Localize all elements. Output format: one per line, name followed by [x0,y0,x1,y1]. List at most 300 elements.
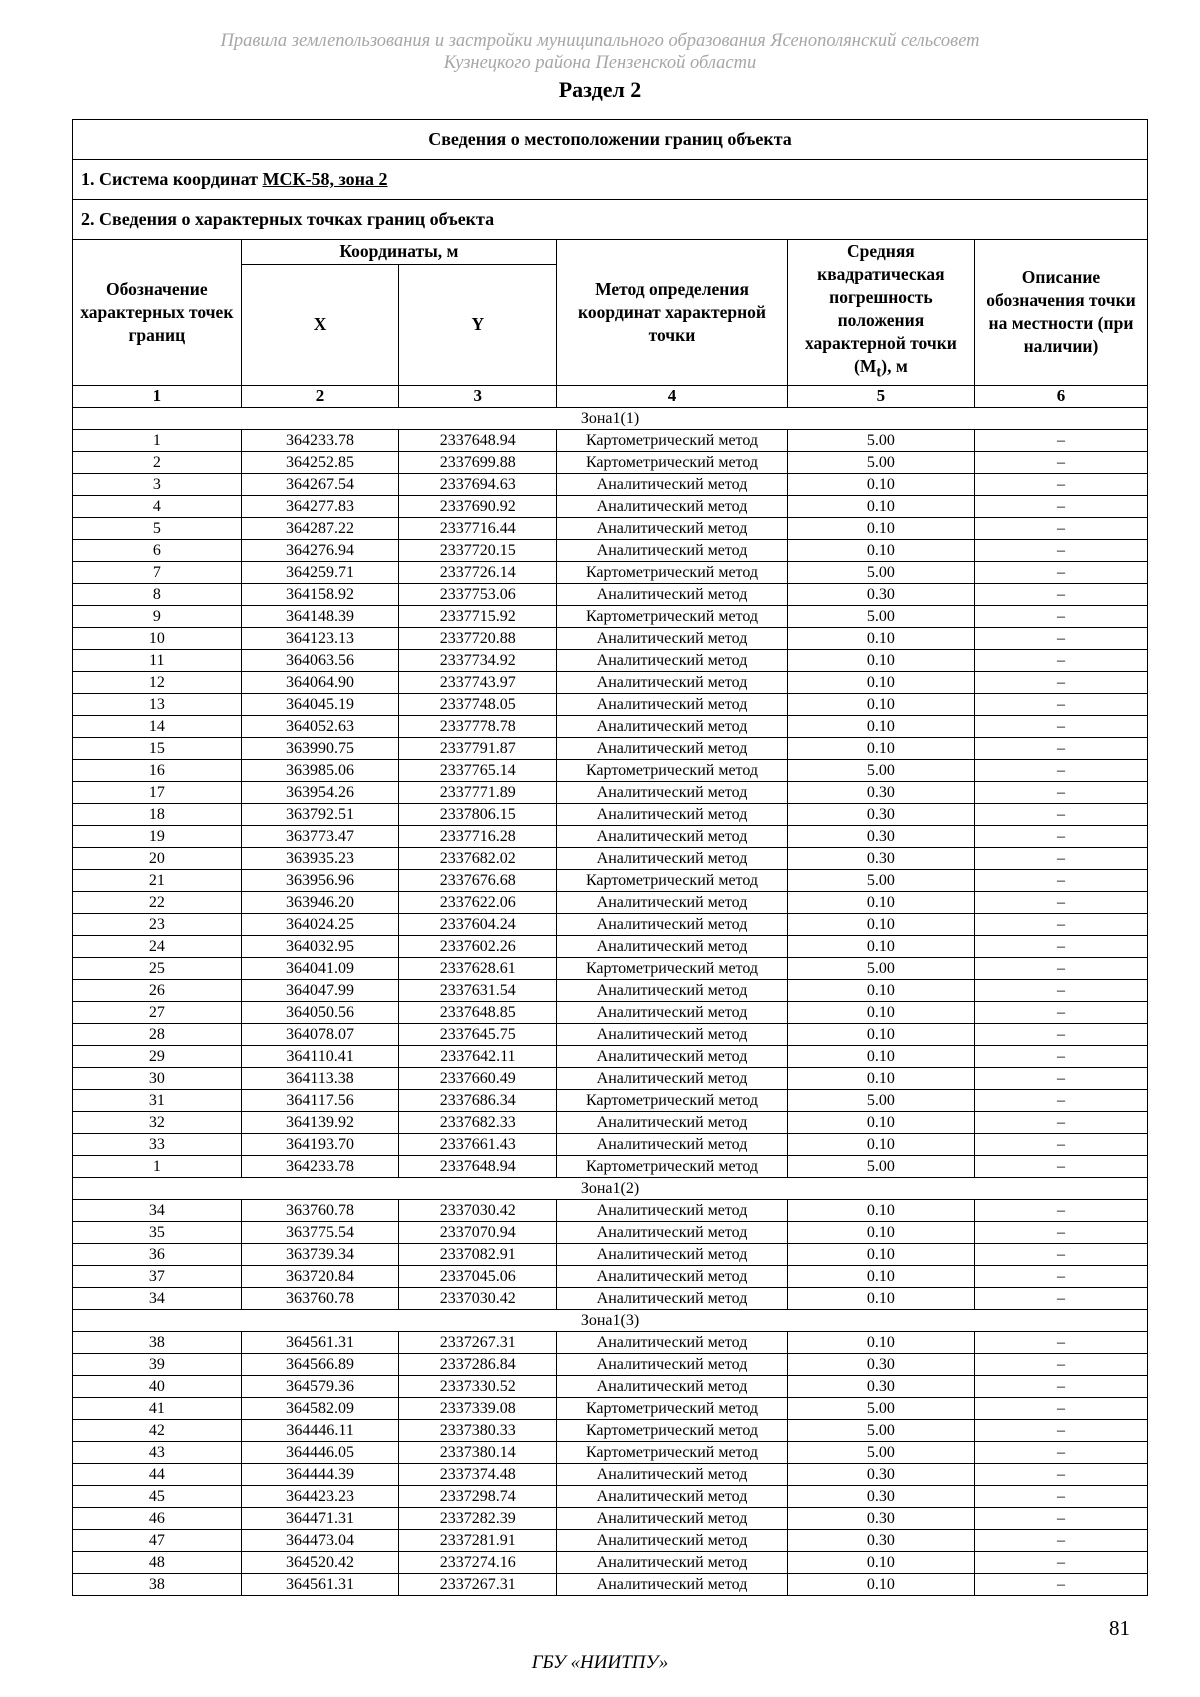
table-row [73,781,1148,803]
x-coordinate-cell: 364423.23 [241,1485,399,1507]
description-cell: – [974,935,1147,957]
point-id-cell: 43 [73,1441,242,1463]
table-row [73,825,1148,847]
zone-label: Зона1(2) [73,1177,1148,1199]
header-x: X [241,264,399,385]
table-row [73,1485,1148,1507]
table-row [73,693,1148,715]
y-coordinate-cell: 2337380.14 [399,1441,557,1463]
description-cell: – [974,1419,1147,1441]
method-cell: Аналитический метод [557,1265,788,1287]
table-row [73,1001,1148,1023]
error-cell: 0.30 [787,803,974,825]
table-row [73,891,1148,913]
method-cell: Картометрический метод [557,1089,788,1111]
y-coordinate-cell: 2337267.31 [399,1573,557,1595]
y-coordinate-cell: 2337771.89 [399,781,557,803]
error-cell: 0.10 [787,649,974,671]
method-cell: Картометрический метод [557,1419,788,1441]
description-cell: – [974,913,1147,935]
zone-row [73,1177,1148,1199]
y-coordinate-cell: 2337628.61 [399,957,557,979]
method-cell: Аналитический метод [557,1507,788,1529]
description-cell: – [974,1001,1147,1023]
point-id-cell: 28 [73,1023,242,1045]
point-id-cell: 48 [73,1551,242,1573]
table-row [73,1573,1148,1595]
point-id-cell: 20 [73,847,242,869]
point-id-cell: 8 [73,583,242,605]
header-y: Y [399,264,557,385]
description-cell: – [974,473,1147,495]
x-coordinate-cell: 364579.36 [241,1375,399,1397]
x-coordinate-cell: 363760.78 [241,1287,399,1309]
description-cell: – [974,451,1147,473]
column-number: 4 [557,385,788,407]
method-cell: Аналитический метод [557,1287,788,1309]
y-coordinate-cell: 2337030.42 [399,1199,557,1221]
error-cell: 5.00 [787,759,974,781]
x-coordinate-cell: 364444.39 [241,1463,399,1485]
table-row [73,1023,1148,1045]
y-coordinate-cell: 2337339.08 [399,1397,557,1419]
x-coordinate-cell: 364520.42 [241,1551,399,1573]
point-id-cell: 19 [73,825,242,847]
point-id-cell: 38 [73,1331,242,1353]
point-id-cell: 16 [73,759,242,781]
running-header-line1: Правила землепользования и застройки муниципального образования Ясенополянский сельсовет [220,31,980,51]
y-coordinate-cell: 2337791.87 [399,737,557,759]
column-number: 1 [73,385,242,407]
header-method: Метод определения координат характерной точки [557,240,788,386]
x-coordinate-cell: 363775.54 [241,1221,399,1243]
error-cell: 0.10 [787,1331,974,1353]
method-cell: Аналитический метод [557,1045,788,1067]
method-cell: Аналитический метод [557,1529,788,1551]
description-cell: – [974,891,1147,913]
x-coordinate-cell: 364233.78 [241,429,399,451]
description-cell: – [974,847,1147,869]
method-cell: Аналитический метод [557,1353,788,1375]
table-row [73,1331,1148,1353]
point-id-cell: 31 [73,1089,242,1111]
table-row [73,1353,1148,1375]
method-cell: Картометрический метод [557,1397,788,1419]
error-cell: 5.00 [787,869,974,891]
point-id-cell: 2 [73,451,242,473]
point-id-cell: 34 [73,1287,242,1309]
y-coordinate-cell: 2337686.34 [399,1089,557,1111]
error-cell: 0.30 [787,1529,974,1551]
x-coordinate-cell: 364064.90 [241,671,399,693]
table-row [73,1441,1148,1463]
method-cell: Аналитический метод [557,1023,788,1045]
method-cell: Аналитический метод [557,1375,788,1397]
table-row [73,1287,1148,1309]
x-coordinate-cell: 364063.56 [241,649,399,671]
x-coordinate-cell: 364078.07 [241,1023,399,1045]
point-id-cell: 35 [73,1221,242,1243]
x-coordinate-cell: 364024.25 [241,913,399,935]
x-coordinate-cell: 364252.85 [241,451,399,473]
header-coordinates: Координаты, м [241,240,557,265]
point-id-cell: 11 [73,649,242,671]
column-number: 5 [787,385,974,407]
method-cell: Аналитический метод [557,1573,788,1595]
error-cell: 0.10 [787,1111,974,1133]
coord-system-label: 1. Система координат [81,169,258,189]
y-coordinate-cell: 2337765.14 [399,759,557,781]
description-cell: – [974,693,1147,715]
x-coordinate-cell: 364139.92 [241,1111,399,1133]
error-cell: 0.30 [787,825,974,847]
zone-row [73,1309,1148,1331]
method-cell: Аналитический метод [557,495,788,517]
table-row [73,473,1148,495]
x-coordinate-cell: 364446.11 [241,1419,399,1441]
point-id-cell: 30 [73,1067,242,1089]
points-section-title: 2. Сведения о характерных точках границ объекта [73,200,1148,240]
error-cell: 0.10 [787,1023,974,1045]
header-error-text: Средняя квадратическая погрешность положения характерной точки (M [804,241,957,376]
description-cell: – [974,1089,1147,1111]
y-coordinate-cell: 2337753.06 [399,583,557,605]
y-coordinate-cell: 2337720.15 [399,539,557,561]
x-coordinate-cell: 364110.41 [241,1045,399,1067]
y-coordinate-cell: 2337267.31 [399,1331,557,1353]
method-cell: Аналитический метод [557,1067,788,1089]
description-cell: – [974,539,1147,561]
method-cell: Аналитический метод [557,693,788,715]
point-id-cell: 13 [73,693,242,715]
point-id-cell: 44 [73,1463,242,1485]
method-cell: Аналитический метод [557,1001,788,1023]
method-cell: Аналитический метод [557,737,788,759]
error-cell: 0.30 [787,1463,974,1485]
x-coordinate-cell: 364158.92 [241,583,399,605]
error-cell: 0.10 [787,1573,974,1595]
x-coordinate-cell: 363773.47 [241,825,399,847]
y-coordinate-cell: 2337690.92 [399,495,557,517]
error-cell: 0.10 [787,539,974,561]
y-coordinate-cell: 2337648.94 [399,1155,557,1177]
description-cell: – [974,1045,1147,1067]
method-cell: Аналитический метод [557,517,788,539]
method-cell: Аналитический метод [557,1463,788,1485]
table-row [73,1463,1148,1485]
table-row [73,649,1148,671]
x-coordinate-cell: 364471.31 [241,1507,399,1529]
error-cell: 0.10 [787,627,974,649]
error-cell: 5.00 [787,957,974,979]
method-cell: Аналитический метод [557,979,788,1001]
method-cell: Аналитический метод [557,913,788,935]
table-row [73,671,1148,693]
x-coordinate-cell: 364041.09 [241,957,399,979]
x-coordinate-cell: 364277.83 [241,495,399,517]
description-cell: – [974,803,1147,825]
point-id-cell: 34 [73,1199,242,1221]
y-coordinate-cell: 2337748.05 [399,693,557,715]
method-cell: Картометрический метод [557,605,788,627]
point-id-cell: 42 [73,1419,242,1441]
y-coordinate-cell: 2337281.91 [399,1529,557,1551]
error-cell: 0.10 [787,1287,974,1309]
error-cell: 5.00 [787,429,974,451]
method-cell: Картометрический метод [557,869,788,891]
y-coordinate-cell: 2337682.33 [399,1111,557,1133]
point-id-cell: 21 [73,869,242,891]
table-row [73,627,1148,649]
point-id-cell: 12 [73,671,242,693]
point-id-cell: 33 [73,1133,242,1155]
point-id-cell: 47 [73,1529,242,1551]
table-row [73,495,1148,517]
x-coordinate-cell: 363760.78 [241,1199,399,1221]
description-cell: – [974,1133,1147,1155]
y-coordinate-cell: 2337631.54 [399,979,557,1001]
y-coordinate-cell: 2337699.88 [399,451,557,473]
y-coordinate-cell: 2337030.42 [399,1287,557,1309]
error-cell: 5.00 [787,1419,974,1441]
method-cell: Аналитический метод [557,891,788,913]
y-coordinate-cell: 2337604.24 [399,913,557,935]
x-coordinate-cell: 364259.71 [241,561,399,583]
description-cell: – [974,1265,1147,1287]
method-cell: Аналитический метод [557,1221,788,1243]
point-id-cell: 3 [73,473,242,495]
zone-label: Зона1(3) [73,1309,1148,1331]
x-coordinate-cell: 363956.96 [241,869,399,891]
point-id-cell: 18 [73,803,242,825]
error-cell: 0.10 [787,517,974,539]
error-cell: 0.30 [787,1485,974,1507]
table-row [73,935,1148,957]
method-cell: Картометрический метод [557,957,788,979]
table-row [73,737,1148,759]
description-cell: – [974,1375,1147,1397]
y-coordinate-cell: 2337380.33 [399,1419,557,1441]
table-row [73,583,1148,605]
column-number-row [73,385,1148,407]
point-id-cell: 14 [73,715,242,737]
x-coordinate-cell: 364561.31 [241,1331,399,1353]
method-cell: Аналитический метод [557,935,788,957]
y-coordinate-cell: 2337648.85 [399,1001,557,1023]
table-row [73,1067,1148,1089]
x-coordinate-cell: 364561.31 [241,1573,399,1595]
y-coordinate-cell: 2337330.52 [399,1375,557,1397]
error-cell: 0.10 [787,1067,974,1089]
description-cell: – [974,1111,1147,1133]
error-cell: 0.10 [787,1221,974,1243]
error-cell: 5.00 [787,1397,974,1419]
method-cell: Аналитический метод [557,1243,788,1265]
table-row [73,1111,1148,1133]
zone-row [73,407,1148,429]
description-cell: – [974,1023,1147,1045]
method-cell: Аналитический метод [557,473,788,495]
error-cell: 0.10 [787,979,974,1001]
description-cell: – [974,1199,1147,1221]
method-cell: Аналитический метод [557,1551,788,1573]
method-cell: Картометрический метод [557,1441,788,1463]
description-cell: – [974,825,1147,847]
error-cell: 5.00 [787,1155,974,1177]
x-coordinate-cell: 364566.89 [241,1353,399,1375]
table-row [73,957,1148,979]
error-cell: 0.10 [787,1133,974,1155]
x-coordinate-cell: 364050.56 [241,1001,399,1023]
table-row [73,451,1148,473]
table-row [73,539,1148,561]
table-row [73,605,1148,627]
method-cell: Аналитический метод [557,781,788,803]
x-coordinate-cell: 363720.84 [241,1265,399,1287]
x-coordinate-cell: 364473.04 [241,1529,399,1551]
x-coordinate-cell: 363792.51 [241,803,399,825]
point-id-cell: 26 [73,979,242,1001]
description-cell: – [974,1529,1147,1551]
description-cell: – [974,869,1147,891]
y-coordinate-cell: 2337806.15 [399,803,557,825]
point-id-cell: 40 [73,1375,242,1397]
table-row [73,715,1148,737]
description-cell: – [974,979,1147,1001]
y-coordinate-cell: 2337282.39 [399,1507,557,1529]
y-coordinate-cell: 2337716.44 [399,517,557,539]
description-cell: – [974,737,1147,759]
method-cell: Аналитический метод [557,1331,788,1353]
table-row [73,429,1148,451]
y-coordinate-cell: 2337286.84 [399,1353,557,1375]
method-cell: Аналитический метод [557,847,788,869]
x-coordinate-cell: 363990.75 [241,737,399,759]
point-id-cell: 29 [73,1045,242,1067]
coord-system-row [73,160,1148,200]
error-cell: 0.10 [787,715,974,737]
error-cell: 0.10 [787,1199,974,1221]
point-id-cell: 36 [73,1243,242,1265]
description-cell: – [974,429,1147,451]
x-coordinate-cell: 364113.38 [241,1067,399,1089]
y-coordinate-cell: 2337645.75 [399,1023,557,1045]
error-cell: 0.30 [787,1353,974,1375]
point-id-cell: 32 [73,1111,242,1133]
description-cell: – [974,1331,1147,1353]
table-row [73,1199,1148,1221]
error-cell: 0.30 [787,1375,974,1397]
method-cell: Аналитический метод [557,1111,788,1133]
point-id-cell: 24 [73,935,242,957]
x-coordinate-cell: 364582.09 [241,1397,399,1419]
header-error [787,240,974,386]
description-cell: – [974,1441,1147,1463]
footer-organization: ГБУ «НИИТПУ» [531,1652,669,1673]
x-coordinate-cell: 363935.23 [241,847,399,869]
y-coordinate-cell: 2337642.11 [399,1045,557,1067]
point-id-cell: 17 [73,781,242,803]
method-cell: Аналитический метод [557,539,788,561]
method-cell: Аналитический метод [557,671,788,693]
point-id-cell: 7 [73,561,242,583]
method-cell: Аналитический метод [557,649,788,671]
table-row [73,1221,1148,1243]
method-cell: Аналитический метод [557,1133,788,1155]
error-cell: 0.30 [787,1507,974,1529]
description-cell: – [974,781,1147,803]
y-coordinate-cell: 2337660.49 [399,1067,557,1089]
column-number: 2 [241,385,399,407]
point-id-cell: 6 [73,539,242,561]
error-cell: 0.10 [787,473,974,495]
point-id-cell: 23 [73,913,242,935]
error-cell: 0.10 [787,737,974,759]
error-cell: 0.10 [787,1243,974,1265]
table-row [73,847,1148,869]
point-id-cell: 9 [73,605,242,627]
header-error-unit: ), м [881,356,908,376]
method-cell: Картометрический метод [557,561,788,583]
boundary-points-table [72,119,1148,1596]
column-number: 6 [974,385,1147,407]
description-cell: – [974,715,1147,737]
method-cell: Аналитический метод [557,1199,788,1221]
method-cell: Аналитический метод [557,715,788,737]
x-coordinate-cell: 364032.95 [241,935,399,957]
x-coordinate-cell: 364117.56 [241,1089,399,1111]
error-cell: 0.10 [787,1001,974,1023]
description-cell: – [974,957,1147,979]
table-row [73,1155,1148,1177]
table-row [73,1419,1148,1441]
table-row [73,561,1148,583]
description-cell: – [974,561,1147,583]
table-row [73,1529,1148,1551]
point-id-cell: 10 [73,627,242,649]
description-cell: – [974,1287,1147,1309]
table-row [73,979,1148,1001]
header-error-subscript: t [876,364,882,381]
x-coordinate-cell: 363739.34 [241,1243,399,1265]
table-row [73,913,1148,935]
x-coordinate-cell: 364233.78 [241,1155,399,1177]
x-coordinate-cell: 364276.94 [241,539,399,561]
description-cell: – [974,605,1147,627]
y-coordinate-cell: 2337720.88 [399,627,557,649]
description-cell: – [974,1155,1147,1177]
method-cell: Аналитический метод [557,803,788,825]
table-row [73,1551,1148,1573]
description-cell: – [974,1353,1147,1375]
header-description: Описание обозначения точки на местности (при наличии) [974,240,1147,386]
page-number: 81 [1109,1616,1130,1640]
y-coordinate-cell: 2337694.63 [399,473,557,495]
description-cell: – [974,649,1147,671]
x-coordinate-cell: 364267.54 [241,473,399,495]
method-cell: Картометрический метод [557,429,788,451]
error-cell: 0.10 [787,935,974,957]
y-coordinate-cell: 2337648.94 [399,429,557,451]
y-coordinate-cell: 2337298.74 [399,1485,557,1507]
y-coordinate-cell: 2337734.92 [399,649,557,671]
error-cell: 0.30 [787,583,974,605]
point-id-cell: 4 [73,495,242,517]
table-row [73,517,1148,539]
table-row [73,1133,1148,1155]
method-cell: Аналитический метод [557,583,788,605]
error-cell: 5.00 [787,561,974,583]
